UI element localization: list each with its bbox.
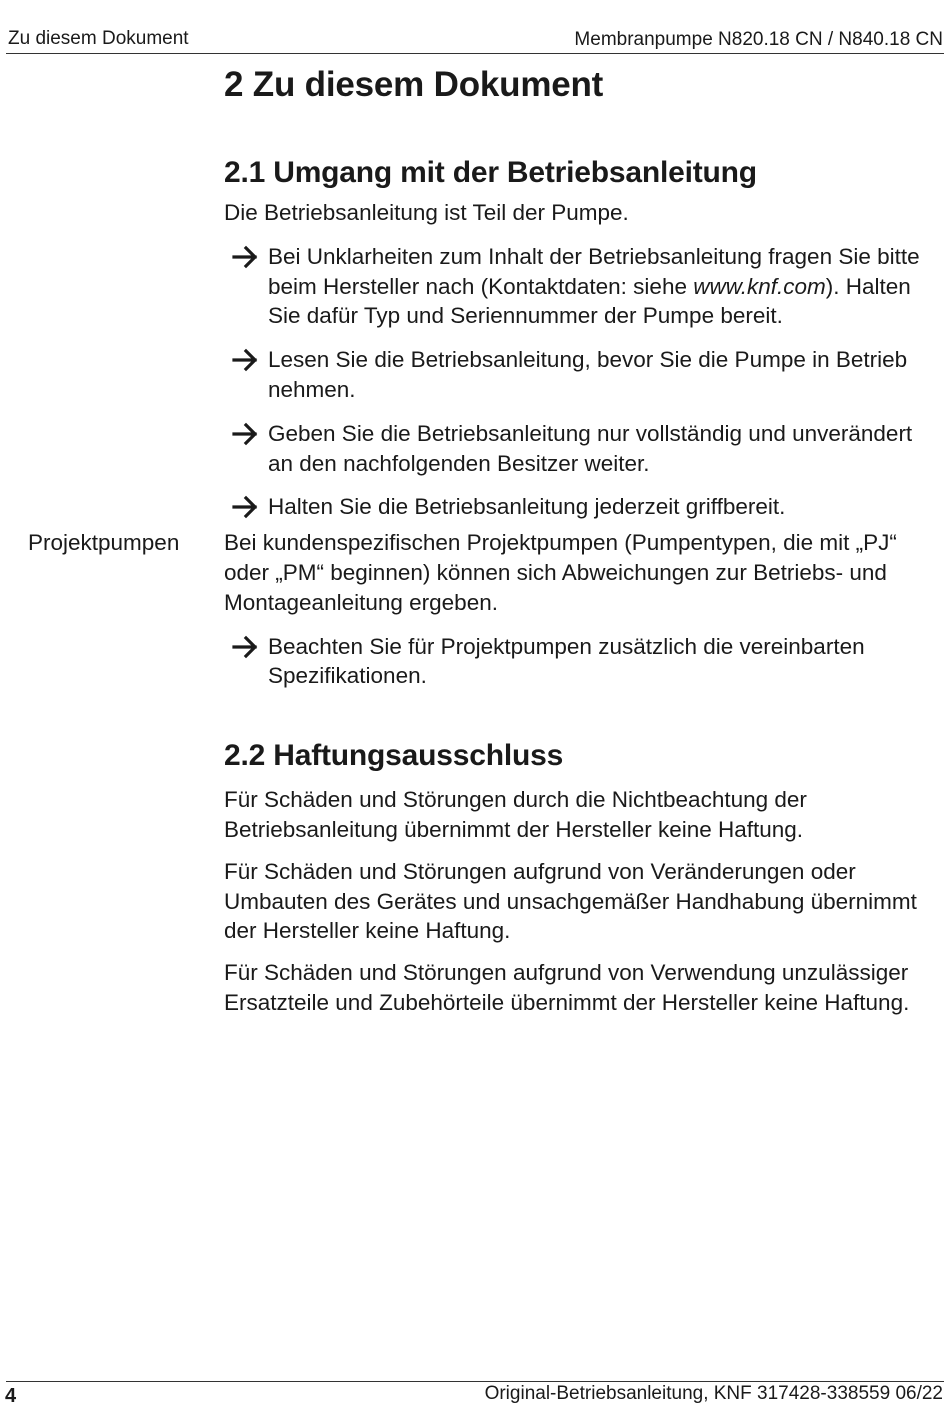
margin-label-projektpumpen: Projektpumpen xyxy=(28,530,180,556)
disclaimer-paragraph: Für Schäden und Störungen durch die Nichtbeachtung der Betriebsanleitung übernimmt der Hersteller keine Haftung. xyxy=(224,787,807,842)
list-item xyxy=(224,492,936,522)
right-arrow-icon xyxy=(232,243,260,271)
website-link[interactable]: www.knf.com xyxy=(693,273,826,299)
list-item-text: Geben Sie die Betriebsanleitung nur vollständig und unverändert an den nachfolgenden Besitzer weiter. xyxy=(268,420,913,476)
disclaimer-paragraph: Für Schäden und Störungen aufgrund von Verwendung unzulässiger Ersatzteile und Zubehörteile übernimmt der Hersteller keine Haftung. xyxy=(224,960,910,1015)
list-item-text: Beachten Sie für Projektpumpen zusätzlich die vereinbarten Spezifikationen. xyxy=(268,633,865,689)
running-header-right: Membranpumpe N820.18 CN / N840.18 CN xyxy=(574,29,943,50)
running-footer-right: Original-Betriebsanleitung, KNF 317428-338559 06/22 xyxy=(484,1383,943,1404)
section-intro: Die Betriebsanleitung ist Teil der Pumpe. xyxy=(224,200,629,225)
project-pumps-block xyxy=(28,528,936,691)
page-content xyxy=(28,60,936,1030)
header-divider xyxy=(6,53,944,54)
list-item xyxy=(224,242,936,331)
disclaimer-paragraph: Für Schäden und Störungen aufgrund von Veränderungen oder Umbauten des Gerätes und unsachgemäßer Handhabung übernimmt der Hersteller keine Haftung. xyxy=(224,858,917,944)
page-number: 4 xyxy=(5,1385,17,1407)
list-item xyxy=(224,345,936,405)
instruction-list xyxy=(224,242,936,522)
list-item xyxy=(224,632,936,692)
list-item xyxy=(224,419,936,479)
right-arrow-icon xyxy=(232,420,260,448)
project-instruction-list xyxy=(224,632,936,692)
right-arrow-icon xyxy=(232,493,260,521)
list-item-text: Bei Unklarheiten zum Inhalt der Betriebsanleitung fragen Sie bitte beim Hersteller nach (Kontaktdaten: siehe www.knf.com). Halten Sie dafür Typ und Seriennummer der Pumpe bereit. xyxy=(268,243,920,329)
section-title-2-2: 2.2 Haftungsausschluss xyxy=(224,739,564,773)
list-item-text: Lesen Sie die Betriebsanleitung, bevor Sie die Pumpe in Betrieb nehmen. xyxy=(268,347,908,402)
list-item-text: Halten Sie die Betriebsanleitung jederzeit griffbereit. xyxy=(268,494,786,520)
footer-divider xyxy=(6,1381,944,1382)
section-title-2-1: 2.1 Umgang mit der Betriebsanleitung xyxy=(224,156,757,189)
right-arrow-icon xyxy=(232,633,260,661)
running-header-left: Zu diesem Dokument xyxy=(8,28,189,49)
project-pumps-text: Bei kundenspezifischen Projektpumpen (Pumpentypen, die mit „PJ“ oder „PM“ beginnen) können sich Abweichungen zur Betriebs- und Montageanleitung ergeben. xyxy=(224,530,897,615)
chapter-title: 2 Zu diesem Dokument xyxy=(224,65,604,104)
right-arrow-icon xyxy=(232,346,260,374)
